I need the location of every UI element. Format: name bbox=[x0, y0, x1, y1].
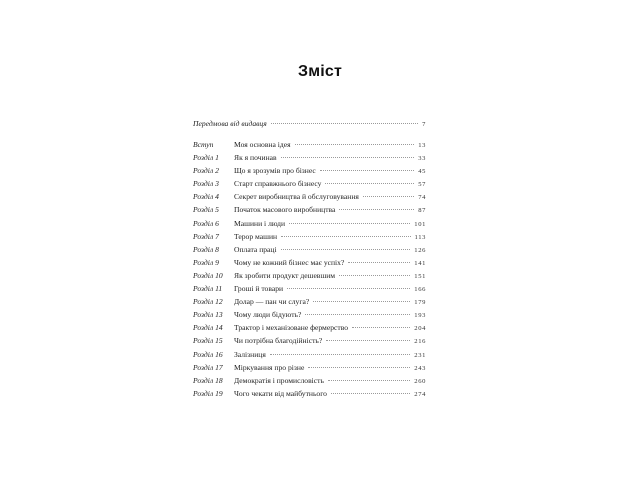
toc-entry bbox=[193, 348, 426, 361]
entry-page-number: 231 bbox=[414, 351, 426, 359]
toc-entry bbox=[193, 243, 426, 256]
entry-title: Секрет виробництва й обслуговування bbox=[234, 192, 359, 202]
table-of-contents bbox=[193, 117, 426, 400]
entry-label: Розділ 18 bbox=[193, 375, 223, 385]
toc-entry-foreword bbox=[193, 117, 426, 138]
entry-label: Розділ 10 bbox=[193, 270, 223, 280]
entry-page-number: 74 bbox=[418, 194, 426, 202]
toc-entry bbox=[193, 361, 426, 374]
entry-title: Моя основна ідея bbox=[234, 140, 291, 149]
dot-leader bbox=[352, 327, 410, 328]
entry-title: Що я зрозумів про бізнес bbox=[234, 166, 316, 176]
entry-label: Розділ 1 bbox=[193, 153, 219, 163]
entry-label: Розділ 15 bbox=[193, 336, 223, 346]
entry-label: Вступ bbox=[193, 140, 214, 149]
entry-page-number: 45 bbox=[418, 168, 426, 176]
toc-entry bbox=[193, 203, 426, 216]
entry-label: Розділ 14 bbox=[193, 323, 223, 333]
entry-title: Як я починав bbox=[234, 153, 277, 163]
entry-label: Розділ 3 bbox=[193, 179, 219, 189]
toc-entry bbox=[193, 217, 426, 230]
toc-entry bbox=[193, 230, 426, 243]
entry-title: Чому не кожний бізнес має успіх? bbox=[234, 257, 345, 267]
dot-leader bbox=[289, 223, 410, 224]
entry-page-number: 274 bbox=[414, 390, 426, 398]
entry-title: Чого чекати від майбутнього bbox=[234, 388, 327, 398]
entry-title: Трактор і механізоване фермерство bbox=[234, 323, 349, 333]
dot-leader bbox=[339, 209, 414, 210]
toc-entry bbox=[193, 295, 426, 308]
toc-entries bbox=[193, 138, 426, 400]
dot-leader bbox=[308, 367, 410, 368]
entry-label: Розділ 16 bbox=[193, 349, 223, 359]
entry-page-number: 57 bbox=[418, 181, 426, 189]
entry-page-number: 179 bbox=[414, 299, 426, 307]
toc-entry bbox=[193, 334, 426, 347]
dot-leader bbox=[320, 170, 414, 171]
entry-page-number: 193 bbox=[414, 312, 426, 320]
entry-page-number: 126 bbox=[414, 246, 426, 254]
dot-leader bbox=[348, 262, 410, 263]
entry-label: Розділ 4 bbox=[193, 192, 219, 202]
dot-leader bbox=[270, 354, 410, 355]
entry-title: Залізниця bbox=[234, 349, 266, 359]
entry-page-number: 33 bbox=[418, 155, 426, 163]
entry-label: Розділ 19 bbox=[193, 388, 223, 398]
dot-leader bbox=[271, 123, 418, 124]
dot-leader bbox=[331, 393, 410, 394]
entry-label: Розділ 17 bbox=[193, 362, 223, 372]
entry-title: Демократія і промисловість bbox=[234, 375, 324, 385]
entry-page-number: 216 bbox=[414, 338, 426, 346]
page-title: Зміст bbox=[297, 63, 343, 80]
entry-page-number: 151 bbox=[414, 272, 426, 280]
toc-entry bbox=[193, 164, 426, 177]
entry-page-number: 101 bbox=[414, 220, 426, 228]
toc-entry bbox=[193, 374, 426, 387]
entry-page-number: 204 bbox=[414, 325, 426, 333]
dot-leader bbox=[328, 380, 410, 381]
entry-title: Чи потрібна благодійність? bbox=[234, 336, 323, 346]
entry-page-number: 113 bbox=[414, 233, 426, 241]
entry-page-number: 166 bbox=[414, 286, 426, 294]
entry-title: Передмова від видавця bbox=[193, 119, 267, 128]
entry-title: Як зробити продукт дешевшим bbox=[234, 270, 336, 280]
toc-entry bbox=[193, 321, 426, 334]
entry-title: Машини і люди bbox=[234, 218, 286, 228]
entry-page-number: 13 bbox=[418, 142, 426, 149]
dot-leader bbox=[363, 196, 414, 197]
entry-page-number: 260 bbox=[414, 377, 426, 385]
entry-title: Оплата праці bbox=[234, 244, 277, 254]
toc-entry bbox=[193, 151, 426, 164]
entry-label: Розділ 11 bbox=[193, 284, 223, 294]
entry-page-number: 7 bbox=[422, 121, 426, 128]
entry-page-number: 243 bbox=[414, 364, 426, 372]
entry-label: Розділ 5 bbox=[193, 205, 219, 215]
toc-entry bbox=[193, 308, 426, 321]
entry-label: Розділ 7 bbox=[193, 231, 219, 241]
toc-entry bbox=[193, 269, 426, 282]
entry-title: Гроші й товари bbox=[234, 284, 284, 294]
entry-label: Розділ 12 bbox=[193, 297, 223, 307]
dot-leader bbox=[281, 157, 415, 158]
toc-entry bbox=[193, 282, 426, 295]
toc-entry bbox=[193, 138, 426, 151]
dot-leader bbox=[339, 275, 410, 276]
toc-entry bbox=[193, 190, 426, 203]
toc-entry bbox=[193, 387, 426, 400]
entry-label: Розділ 9 bbox=[193, 257, 219, 267]
entry-title: Міркування про різне bbox=[234, 362, 305, 372]
dot-leader bbox=[287, 288, 410, 289]
entry-page-number: 87 bbox=[418, 207, 426, 215]
entry-label: Розділ 13 bbox=[193, 310, 223, 320]
dot-leader bbox=[295, 144, 415, 145]
entry-label: Розділ 2 bbox=[193, 166, 219, 176]
entry-label: Розділ 6 bbox=[193, 218, 219, 228]
entry-title: Початок масового виробництва bbox=[234, 205, 336, 215]
toc-entry bbox=[193, 177, 426, 190]
entry-title: Старт справжнього бізнесу bbox=[234, 179, 322, 189]
dot-leader bbox=[305, 314, 410, 315]
dot-leader bbox=[325, 183, 414, 184]
entry-label: Розділ 8 bbox=[193, 244, 219, 254]
dot-leader bbox=[281, 249, 411, 250]
entry-page-number: 141 bbox=[414, 259, 426, 267]
dot-leader bbox=[313, 301, 410, 302]
toc-entry bbox=[193, 256, 426, 269]
dot-leader bbox=[281, 236, 410, 237]
entry-title: Долар — пан чи слуга? bbox=[234, 297, 310, 307]
entry-title: Чому люди бідують? bbox=[234, 310, 302, 320]
dot-leader bbox=[326, 340, 410, 341]
entry-title: Терор машин bbox=[234, 231, 278, 241]
